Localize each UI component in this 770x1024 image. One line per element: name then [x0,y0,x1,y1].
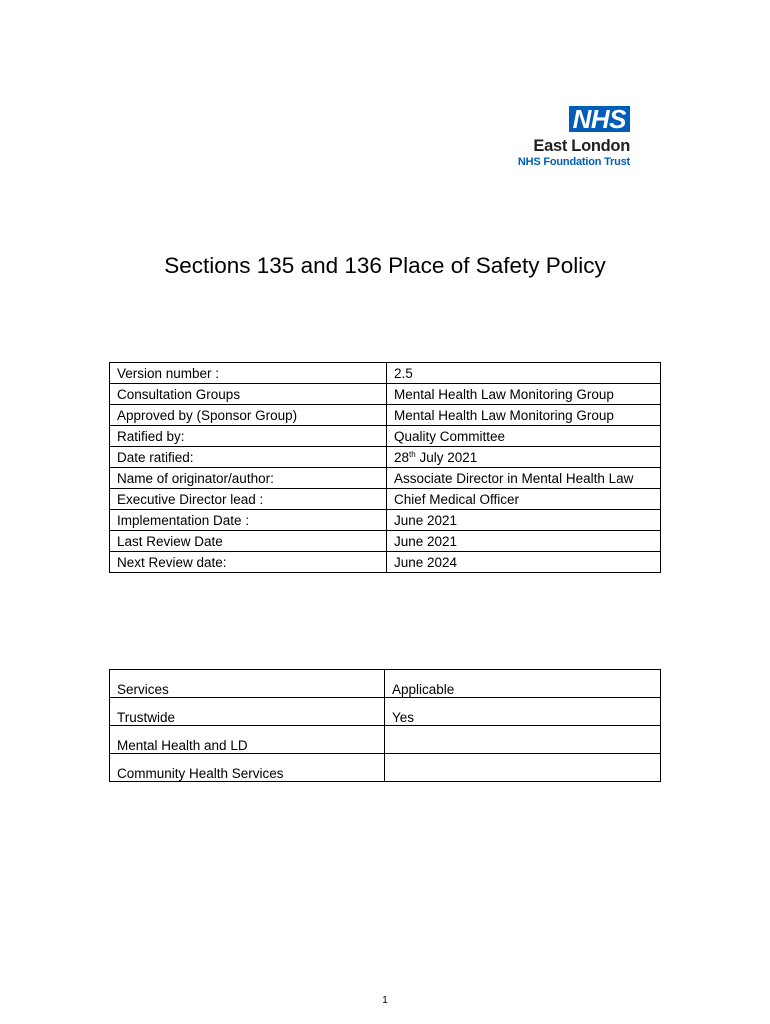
service-name: Community Health Services [110,754,385,782]
table-row [110,489,661,510]
document-info-table [109,362,661,573]
applicable-header: Applicable [385,670,661,698]
info-label: Version number : [110,363,387,384]
info-label: Date ratified: [110,447,387,468]
info-value: June 2024 [387,552,661,573]
services-table [109,669,661,782]
info-value: Mental Health Law Monitoring Group [387,405,661,426]
info-value: Mental Health Law Monitoring Group [387,384,661,405]
services-header: Services [110,670,385,698]
info-label: Approved by (Sponsor Group) [110,405,387,426]
page-number: 1 [382,995,388,1006]
table-row [110,405,661,426]
table-row [110,531,661,552]
info-label: Implementation Date : [110,510,387,531]
info-value: Quality Committee [387,426,661,447]
date-day: 28 [394,449,410,465]
document-title: Sections 135 and 136 Place of Safety Policy [164,253,606,278]
table-row [110,363,661,384]
info-value: June 2021 [387,510,661,531]
org-name: East London [533,137,630,155]
table-row [110,754,661,782]
nhs-logo [505,106,635,169]
service-applicable [385,726,661,754]
info-value: 2.5 [387,363,661,384]
info-label: Last Review Date [110,531,387,552]
org-subtitle: NHS Foundation Trust [517,156,630,168]
table-row [110,552,661,573]
info-label: Next Review date: [110,552,387,573]
info-label: Name of originator/author: [110,468,387,489]
table-row [110,468,661,489]
info-value: June 2021 [387,531,661,552]
service-name: Trustwide [110,698,385,726]
table-row [110,426,661,447]
table-header-row [110,670,661,698]
service-applicable [385,754,661,782]
table-row [110,447,661,468]
date-rest: July 2021 [415,449,478,465]
info-label: Executive Director lead : [110,489,387,510]
info-value [387,447,661,468]
table-row [110,384,661,405]
table-row [110,510,661,531]
table-row [110,726,661,754]
info-label: Ratified by: [110,426,387,447]
info-value: Associate Director in Mental Health Law [387,468,661,489]
table-row [110,698,661,726]
service-applicable: Yes [385,698,661,726]
info-value: Chief Medical Officer [387,489,661,510]
nhs-logo-mark: NHS [569,106,630,132]
service-name: Mental Health and LD [110,726,385,754]
info-label: Consultation Groups [110,384,387,405]
date-ordinal: th [409,449,416,459]
